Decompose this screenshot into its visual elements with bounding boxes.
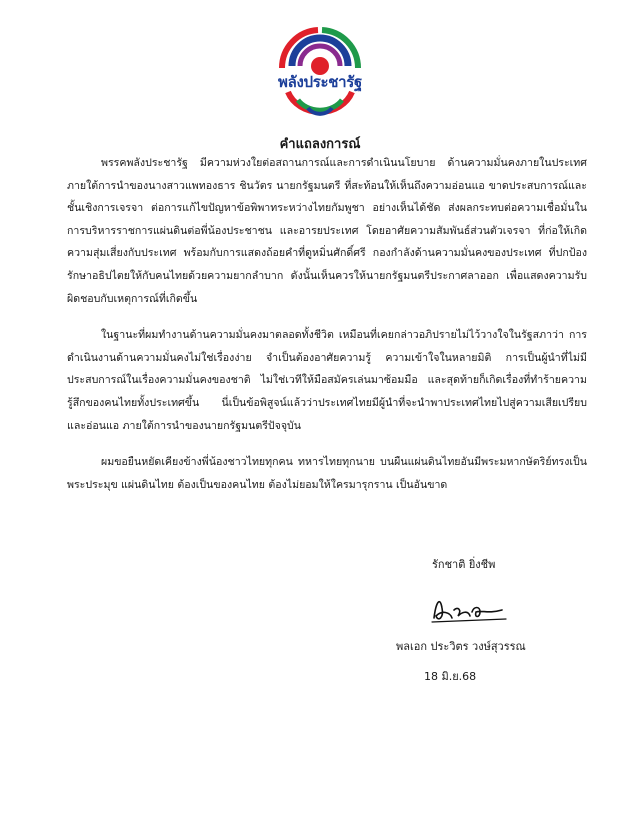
signer-name: พลเอก ประวิตร วงษ์สุวรรณ — [396, 640, 526, 653]
document-body — [67, 152, 587, 510]
paragraph-1: พรรคพลังประชารัฐ มีความห่วงใยต่อสถานการณ์และการดำเนินนโยบาย ด้านความมั่นคงภายในประเทศ ภายใต้การนำของนางสาวแพทองธาร ชินวัตร นายกรัฐมนตรี ที่สะท้อนให้เห็นถึงความอ่อนแอ ขาดประสบการณ์และชั้นเชิงการเจรจา ต่อการแก้ไขปัญหาข้อพิพาทระหว่างไทยกัมพูชา อย่างเห็นได้ชัด ส่งผลกระทบต่อความเชื่อมั่นในการบริหารราชการแผ่นดินต่อพี่น้องประชาชน และอารยประเทศ โดยอาศัยความสัมพันธ์ส่วนตัวเจรจา ที่ก่อให้เกิดความสุ่มเสี่ยงกับประเทศ พร้อมกับการแสดงถ้อยคำที่ดูหมิ่นศักดิ์ศรี กองกำลังด้านความมั่นคงของประเทศ ที่ปกป้องรักษาอธิปไตยให้กับคนไทยด้วยความยากลำบาก ดังนั้นเห็นควรให้นายกรัฐมนตรีประกาศลาออก เพื่อแสดงความรับผิดชอบกับเหตุการณ์ที่เกิดขึ้น — [67, 157, 587, 305]
party-logo — [268, 22, 372, 122]
paragraph-3: ผมขอยืนหยัดเคียงข้างพี่น้องชาวไทยทุกคน ทหารไทยทุกนาย บนผืนแผ่นดินไทยอันมีพระมหากษัตริย์ทรงเป็นพระประมุข แผ่นดินไทย ต้องเป็นของคนไทย ต้องไม่ยอมให้ใครมารุกราน เป็นอันขาด — [67, 456, 587, 491]
closing-phrase: รักชาติ ยิ่งชีพ — [432, 558, 496, 571]
handwritten-signature — [428, 588, 508, 628]
paragraph-2: ในฐานะที่ผมทำงานด้านความมั่นคงมาตลอดทั้งชีวิต เหมือนที่เคยกล่าวอภิปรายไม่ไว้วางใจในรัฐสภาว่า การดำเนินงานด้านความมั่นคงไม่ใช่เรื่องง่าย จำเป็นต้องอาศัยความรู้ ความเข้าใจในหลายมิติ การเป็นผู้นำที่ไม่มีประสบการณ์ในเรื่องความมั่นคงของชาติ ไม่ใช่เวทีให้มือสมัครเล่นมาซ้อมมือ และสุดท้ายก็เกิดเรื่องที่ทำร้ายความรู้สึกของคนไทยทั้งประเทศขึ้น นี่เป็นข้อพิสูจน์แล้วว่าประเทศไทยมีผู้นำที่จะนำพาประเทศไทยไปสู่ความเสียเปรียบ และอ่อนแอ ภายใต้การนำของนายกรัฐมนตรีปัจจุบัน — [67, 329, 587, 432]
document-date: 18 มิ.ย.68 — [424, 670, 477, 683]
party-logo-text: พลังประชารัฐ — [278, 73, 362, 91]
document-title: คำแถลงการณ์ — [279, 137, 361, 152]
